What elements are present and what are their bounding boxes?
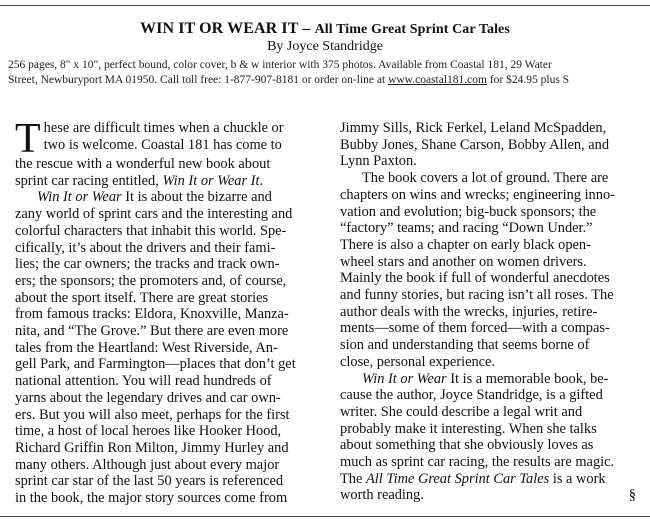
text-fragment: The <box>340 470 366 487</box>
text-line: sion and understanding that seems borne of <box>340 337 590 354</box>
text-line: ments—some of them forced—with a compas- <box>340 320 610 337</box>
text-line: author deals with the wrecks, injuries, retire- <box>340 303 598 320</box>
paragraph-coverage <box>340 170 640 370</box>
paragraph-intro <box>15 116 315 189</box>
paragraph-conclusion <box>340 371 640 505</box>
text-line: “factory” teams; and racing “Down Under.” <box>340 220 593 237</box>
text-line: vation and evolution; big-buck sponsors; the <box>340 203 597 220</box>
left-column <box>15 116 315 507</box>
text-line: about something that she obviously loves as <box>340 437 594 454</box>
book-title-italic: Win It or Wear <box>37 189 122 206</box>
book-title-italic: Win It or Wear <box>362 370 447 387</box>
text-line: Lynn Paxton. <box>340 153 417 170</box>
title-separator: – <box>298 20 315 37</box>
article-header <box>0 20 650 55</box>
text-line <box>15 173 315 190</box>
text-line <box>340 487 640 504</box>
text-line <box>15 189 315 206</box>
text-line: much as sprint car racing, the results are magic. <box>340 454 615 471</box>
text-fragment: . <box>259 172 264 189</box>
text-line: Bubby Jones, Shane Carson, Bobby Allen, and <box>340 136 610 153</box>
text-line: tales from the Heartland: West Riverside, An- <box>15 339 278 356</box>
bottom-rule <box>0 516 650 517</box>
order-url-link[interactable]: www.coastal181.com <box>388 74 487 86</box>
text-line: from famous tracks: Eldora, Knoxville, Manza- <box>15 306 289 323</box>
text-fragment: sprint car racing entitled, <box>15 172 163 189</box>
byline: By Joyce Standridge <box>267 39 383 54</box>
text-line: lies; the car owners; the tracks and track own- <box>15 256 280 273</box>
text-line <box>340 471 640 488</box>
end-section-mark: § <box>628 487 636 504</box>
text-line: close, personal experience. <box>340 353 496 370</box>
text-line: There is also a chapter on early black open- <box>340 236 591 253</box>
text-line: chapters on wins and wrecks; engineering inno- <box>340 186 615 203</box>
text-line: The book covers a lot of ground. There are <box>362 170 609 187</box>
text-line: cifically, it’s about the drivers and their fami- <box>15 239 276 256</box>
drop-cap: T <box>15 116 41 162</box>
text-line: and funny stories, but racing isn’t all roses. The <box>340 287 614 304</box>
text-line: in the book, the major story sources come from <box>15 490 288 507</box>
details-line-2 <box>8 73 644 88</box>
text-line: gell Park, and Farmington—places that don’t get <box>15 356 296 373</box>
text-fragment: worth reading. <box>340 487 424 504</box>
text-line: Mainly the book if full of wonderful anecdotes <box>340 270 610 287</box>
text-line: nita, and “The Grove.” But there are even more <box>15 323 289 340</box>
details-line-1: 256 pages, 8" x 10", perfect bound, color cover, b & w interior with 375 photos. Available from Coastal 181, 29 Water <box>8 59 552 71</box>
text-line: zany world of sprint cars and the interesting and <box>15 206 293 223</box>
text-line: probably make it interesting. When she talks <box>340 420 597 437</box>
text-line: time, a host of local heroes like Hooker Hood, <box>15 423 282 440</box>
text-line: ers. But you will also meet, perhaps for the first <box>15 406 290 423</box>
text-line: about the sport itself. There are great stories <box>15 289 269 306</box>
right-column <box>340 120 640 504</box>
book-details <box>8 58 644 88</box>
details-line-2-pre: Street, Newburyport MA 01950. Call toll free: 1-877-907-8181 or order on-line at <box>8 74 389 86</box>
text-line <box>340 371 640 388</box>
text-line: writer. She could describe a legal writ and <box>340 403 583 420</box>
text-line: ers; the sponsors; the promoters and, of course, <box>15 272 287 289</box>
text-line: yarns about the legendary drives and car own- <box>15 389 281 406</box>
text-fragment: is a work <box>549 470 606 487</box>
text-line: two is welcome. Coastal 181 has come to <box>43 136 282 153</box>
title-subtitle: All Time Great Sprint Car Tales <box>314 22 510 37</box>
text-line: hese are difficult times when a chuckle or <box>43 120 284 136</box>
details-line-2-post: for $24.95 plus S <box>486 74 570 86</box>
text-line: wheel stars and another on women drivers. <box>340 253 587 270</box>
title-main: WIN IT OR WEAR IT <box>140 20 299 37</box>
text-line: Richard Griffin Ron Milton, Jimmy Hurley and <box>15 439 289 456</box>
paragraph-drivers-cont <box>340 120 640 170</box>
text-fragment: It is about the bizarre and <box>121 189 272 206</box>
text-line: many others. Although just about every major <box>15 456 280 473</box>
text-line: sprint car star of the last 50 years is referenced <box>15 473 284 490</box>
text-line: colorful characters that inhabit this world. Spe- <box>15 222 287 239</box>
paragraph-about <box>15 189 315 506</box>
article-title <box>0 20 650 38</box>
text-line: the rescue with a wonderful new book about <box>15 156 271 172</box>
text-line: cause the author, Joyce Standridge, is a gifted <box>340 387 603 404</box>
text-line: Jimmy Sills, Rick Ferkel, Leland McSpadden, <box>340 120 607 136</box>
text-line: national attention. You will read hundreds of <box>15 373 272 390</box>
book-title-italic: Win It or Wear It <box>162 172 260 189</box>
book-subtitle-italic: All Time Great Sprint Car Tales <box>365 470 550 487</box>
top-rule <box>0 5 650 6</box>
text-fragment: It is a memorable book, be- <box>446 370 609 387</box>
